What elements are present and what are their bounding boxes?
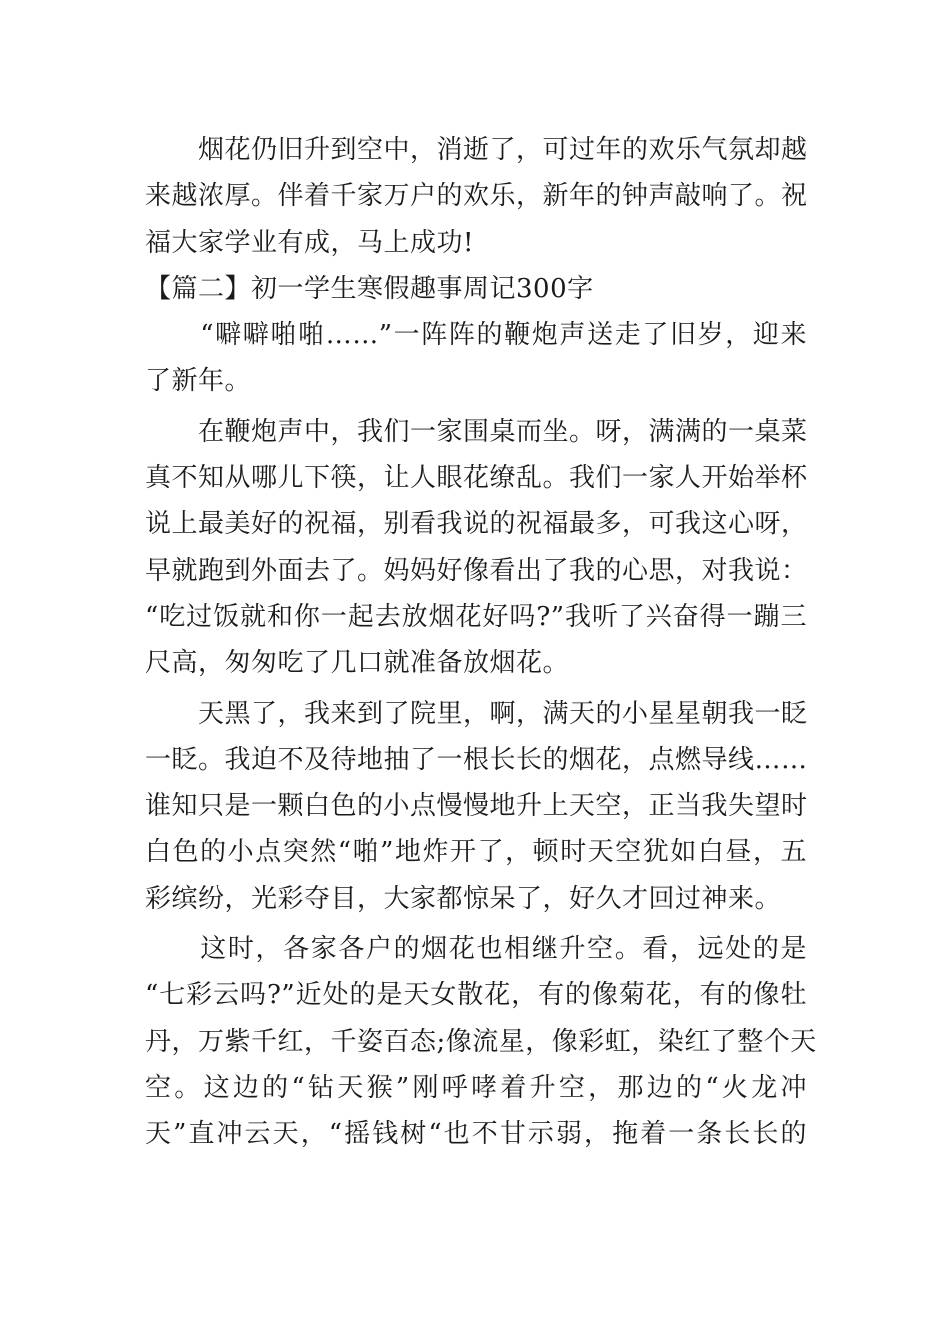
paragraph-1	[145, 127, 807, 266]
text-line: 说上最美好的祝福，别看我说的祝福最多，可我这心呀，	[145, 509, 808, 540]
text-line: 福大家学业有成，马上成功!	[145, 227, 474, 258]
text-line: “七彩云吗?”近处的是天女散花，有的像菊花，有的像牡	[145, 980, 807, 1011]
text-line: 在鞭炮声中，我们一家围桌而坐。呀，满满的一桌菜	[145, 416, 808, 447]
paragraph-3	[145, 409, 807, 687]
text-line: “噼噼啪啪……”一阵阵的鞭炮声送走了旧岁，迎来	[145, 320, 807, 351]
paragraph-2	[145, 312, 807, 405]
section-heading: 【篇二】初一学生寒假趣事周记300字	[145, 273, 594, 304]
text-line: 这时，各家各户的烟花也相继升空。看，远处的是	[145, 934, 807, 965]
text-line: 尺高，匆匆吃了几口就准备放烟花。	[145, 648, 570, 679]
text-line: 白色的小点突然“啪”地炸开了，顿时天空犹如白昼，五	[145, 837, 807, 868]
text-line: 一眨。我迫不及待地抽了一根长长的烟花，点燃导线……	[145, 744, 808, 775]
text-line: 了新年。	[145, 366, 252, 397]
text-line: 来越浓厚。伴着千家万户的欢乐，新年的钟声敲响了。祝	[145, 181, 808, 212]
document-page	[145, 127, 817, 1158]
text-line: 谁知只是一颗白色的小点慢慢地升上天空，正当我失望时	[145, 791, 808, 822]
text-line: 真不知从哪儿下筷，让人眼花缭乱。我们一家人开始举杯	[145, 463, 808, 494]
paragraph-4	[145, 691, 807, 922]
text-line: 丹，万紫千红，千姿百态;像流星，像彩虹，染红了整个天	[145, 1026, 817, 1057]
text-line: 天黑了，我来到了院里，啊，满天的小星星朝我一眨	[145, 698, 808, 729]
text-line: 烟花仍旧升到空中，消逝了，可过年的欢乐气氛却越	[145, 135, 808, 165]
paragraph-5	[145, 926, 817, 1157]
text-line: 彩缤纷，光彩夺目，大家都惊呆了，好久才回过神来。	[145, 883, 782, 914]
text-line: 空。这边的“钻天猴”刚呼哮着升空，那边的“火龙冲	[145, 1072, 807, 1103]
text-line: “吃过饭就和你一起去放烟花好吗?”我听了兴奋得一蹦三	[145, 601, 807, 632]
text-line: 天”直冲云天，“摇钱树“也不甘示弱，拖着一条长长的	[145, 1119, 807, 1150]
text-line: 早就跑到外面去了。妈妈好像看出了我的心思，对我说：	[145, 555, 808, 586]
